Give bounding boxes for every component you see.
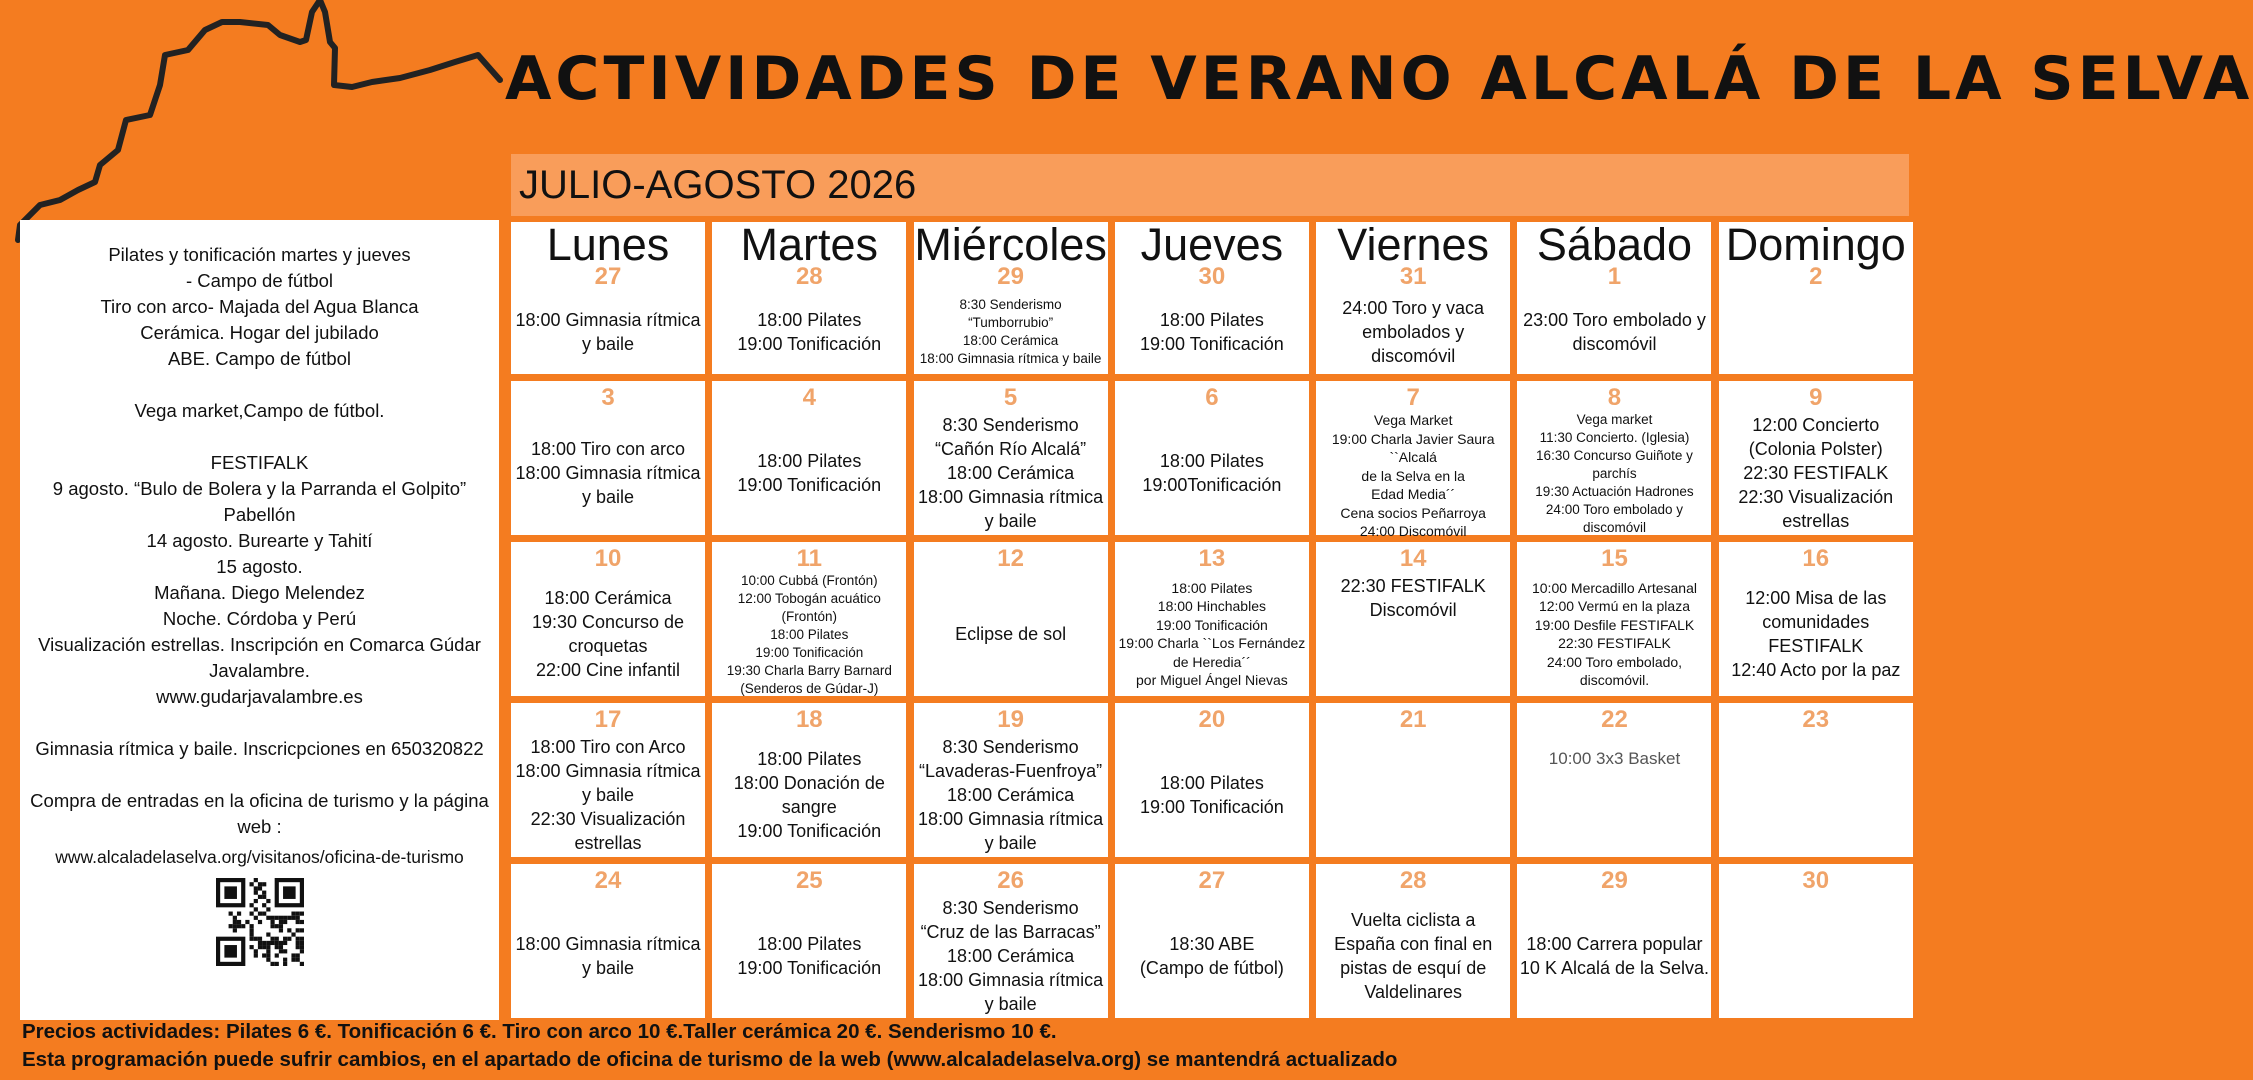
calendar-day-cell (1115, 864, 1309, 1018)
calendar-day-cell (712, 219, 906, 374)
day-number: 18 (795, 706, 823, 733)
day-events (511, 733, 705, 857)
calendar-day-cell (1517, 542, 1711, 696)
calendar-day-cell (511, 542, 705, 696)
sidebar-line: www.gudarjavalambre.es (156, 686, 363, 707)
day-number: 23 (1802, 706, 1830, 733)
day-number: 30 (1198, 263, 1226, 290)
sidebar-line: - Campo de fútbol (185, 270, 334, 291)
sidebar-paragraphs (28, 242, 491, 840)
event-line: 19:00 Tonificación (737, 334, 882, 354)
event-line: 18:00 Pilates (757, 934, 862, 954)
calendar-day-cell (914, 864, 1108, 1018)
day-events (914, 411, 1108, 535)
event-line: 18:00 Gimnasia rítmica y baile (515, 761, 701, 805)
day-number: 16 (1802, 545, 1830, 572)
sidebar-line: 15 agosto. (216, 556, 303, 577)
calendar-day-cell (511, 219, 705, 374)
event-line: 18:00 Tiro con Arco (530, 737, 686, 757)
event-line: 18:00 Pilates (757, 310, 862, 330)
sidebar-line: Pilates y tonificación martes y jueves (108, 244, 411, 265)
event-line: 19:00Tonificación (1142, 475, 1282, 495)
calendar-day-cell (1115, 542, 1309, 696)
calendar-day-cell (1517, 219, 1711, 374)
day-number: 3 (601, 384, 615, 411)
event-line: (Senderos de Gúdar-J) (740, 681, 879, 696)
tourism-url[interactable]: www.alcaladelaselva.org/visitanos/oficina-de-turismo (55, 847, 464, 867)
sidebar-line: Mañana. Diego Melendez (154, 582, 365, 603)
event-line: 19:00 Desfile FESTIFALK (1534, 616, 1695, 633)
day-events (1517, 411, 1711, 537)
event-line: 19:30 Charla Barry Barnard (726, 663, 892, 678)
day-events (1719, 411, 1913, 535)
qr-code-icon[interactable] (216, 878, 304, 966)
sidebar-line: Cerámica. Hogar del jubilado (140, 322, 379, 343)
event-line: 18:00 Gimnasia rítmica y baile (919, 351, 1102, 366)
event-line: 18:00 Cerámica (947, 463, 1075, 483)
day-number: 5 (1003, 384, 1018, 411)
day-events (1140, 411, 1283, 535)
sidebar-line: Vega market,Campo de fútbol. (134, 400, 385, 421)
event-line: 8:30 Senderismo (942, 737, 1079, 757)
day-number: 27 (594, 263, 622, 290)
calendar-day-cell (712, 542, 906, 696)
weekday-header: Domingo (1725, 219, 1906, 270)
day-events (1411, 733, 1415, 857)
event-line: Vuelta ciclista a España con final en pistas de esquí de Valdelinares (1334, 910, 1493, 1002)
calendar-day-cell (1316, 219, 1510, 374)
day-events (511, 894, 705, 1018)
calendar-day-cell (914, 703, 1108, 857)
event-line: 22:30 Visualización estrellas (530, 809, 686, 853)
day-number: 14 (1399, 545, 1427, 572)
event-line: 18:00 Pilates (1159, 310, 1264, 330)
day-number: 2 (1809, 263, 1823, 290)
event-line: Eclipse de sol (955, 624, 1067, 644)
day-number: 11 (796, 545, 822, 572)
info-sidebar (20, 220, 499, 1020)
day-number: 30 (1802, 867, 1830, 894)
day-events (1316, 411, 1510, 541)
event-line: 19:00 Charla ``Los Fernández de Heredia´´ (1118, 635, 1306, 670)
day-number: 28 (1399, 867, 1427, 894)
sidebar-paragraph (28, 736, 491, 762)
day-events (1517, 894, 1711, 1018)
footer-notice: Esta programación puede sufrir cambios, en el apartado de oficina de turismo de la web (www.alcaladelaselva.org) se mantendrá actualizado (22, 1048, 1398, 1071)
event-line: 19:00 Tonificación (755, 645, 864, 660)
event-line: 18:00 Gimnasia rítmica y baile (918, 970, 1104, 1014)
weekday-header: Lunes (546, 219, 670, 270)
event-line: “Cañón Río Alcalá” (935, 439, 1087, 459)
sidebar-line: FESTIFALK (210, 452, 309, 473)
event-line: de la Selva en la (1361, 467, 1465, 484)
event-line: 18:00 Tiro con arco (530, 439, 686, 459)
sidebar-line: Noche. Córdoba y Perú (162, 608, 357, 629)
event-line: 19:00 Tonificación (737, 821, 882, 841)
page-title: ACTIVIDADES DE VERANO ALCALÁ DE LA SELVA (505, 44, 2253, 114)
event-line: 19:00 Tonificación (1140, 334, 1284, 354)
sidebar-line: Compra de entradas en la oficina de turismo y la página web : (30, 790, 489, 837)
event-line: Vega market (1576, 412, 1653, 427)
event-line: 18:00 Pilates (770, 627, 849, 642)
day-number: 29 (997, 263, 1024, 290)
event-line: 12:00 Tobogán acuático (737, 591, 881, 606)
day-events (1814, 894, 1818, 1018)
calendar-day-cell (1517, 864, 1711, 1018)
day-number: 28 (795, 263, 823, 290)
day-number: 26 (997, 867, 1024, 894)
calendar-grid (511, 219, 1913, 1018)
day-events (1138, 290, 1286, 374)
event-line: 8:30 Senderismo (959, 297, 1062, 312)
event-line: 18:00 Gimnasia rítmica y baile (918, 809, 1104, 853)
day-number: 24 (594, 867, 622, 894)
day-events (511, 411, 705, 535)
event-line: 16:30 Concurso Guiñote y parchís (1536, 448, 1693, 481)
event-line: 12:00 Vermú en la plaza (1538, 598, 1690, 614)
page-subtitle: JULIO-AGOSTO 2026 (511, 154, 1909, 216)
day-number: 22 (1601, 706, 1628, 733)
sidebar-line: 14 agosto. Burearte y Tahití (146, 530, 373, 551)
calendar-day-cell (511, 864, 705, 1018)
calendar-day-cell (1517, 703, 1711, 857)
calendar-day-cell (1316, 542, 1510, 696)
calendar-day-cell (1115, 219, 1309, 374)
day-events (735, 894, 883, 1018)
day-number: 27 (1198, 867, 1226, 894)
day-number: 29 (1601, 867, 1628, 894)
calendar-day-cell (1115, 381, 1309, 535)
event-line: 12:00 Misa de las comunidades (1745, 588, 1887, 632)
day-events (1517, 572, 1711, 696)
day-events (918, 290, 1104, 374)
event-line: 12:00 Concierto (1752, 415, 1880, 435)
event-line: 22:30 FESTIFALK (1743, 463, 1889, 483)
sidebar-paragraph (28, 398, 491, 424)
event-line: 18:00 Cerámica (544, 588, 672, 608)
day-number: 21 (1399, 706, 1427, 733)
event-line: 19:00 Tonificación (737, 475, 882, 495)
day-number: 17 (594, 706, 622, 733)
day-events (1138, 733, 1286, 857)
event-line: 24:00 Toro y vaca embolados y discomóvil (1342, 298, 1485, 366)
calendar-day-cell (1316, 703, 1510, 857)
day-number: 7 (1406, 384, 1420, 411)
footer (22, 1018, 1902, 1074)
day-events (1814, 290, 1818, 374)
day-events (511, 290, 705, 374)
weekday-header: Jueves (1140, 219, 1284, 270)
event-line: Edad Media´´ (1371, 486, 1456, 502)
day-events (735, 411, 883, 535)
footer-prices: Precios actividades: Pilates 6 €. Tonificación 6 €. Tiro con arco 10 €.Taller cerámica 20 €. Senderismo 10 €. (22, 1020, 1057, 1043)
day-number: 9 (1809, 384, 1823, 411)
day-number: 31 (1399, 263, 1427, 290)
day-events (712, 733, 906, 857)
event-line: 18:00 Pilates (1159, 773, 1264, 793)
event-line: 10:00 Cubbá (Frontón) (741, 573, 878, 588)
event-line: 18:00 Donación de sangre (733, 773, 885, 817)
day-events (1547, 747, 1682, 857)
weekday-header: Miércoles (914, 219, 1107, 270)
event-line: 24:00 Toro embolado, discomóvil. (1546, 653, 1683, 688)
sidebar-paragraph (28, 242, 491, 372)
event-line: 24:00 Toro embolado y discomóvil (1545, 502, 1684, 535)
calendar-day-cell (712, 381, 906, 535)
calendar-day-cell (511, 381, 705, 535)
event-line: 24:00 Discomóvil (1359, 523, 1467, 539)
event-line: 18:00 Pilates (757, 451, 862, 471)
event-line: 19:00 Tonificación (1140, 797, 1284, 817)
event-line: por Miguel Ángel Nievas (1136, 672, 1288, 688)
calendar-day-cell (914, 219, 1108, 374)
calendar-day-cell (1719, 381, 1913, 535)
event-line: 18:00 Gimnasia rítmica y baile (515, 310, 701, 354)
event-line: 10:00 3x3 Basket (1548, 749, 1681, 768)
day-number: 6 (1205, 384, 1219, 411)
calendar-day-cell (1316, 381, 1510, 539)
event-line: 19:00 Tonificación (1155, 616, 1268, 633)
event-line: “Tumborrubio” (968, 315, 1054, 330)
day-events (953, 572, 1068, 696)
event-line: 22:00 Cine infantil (535, 660, 681, 680)
event-line: Cena socios Peñarroya (1340, 504, 1486, 521)
event-line: 10:00 Mercadillo Artesanal (1531, 579, 1697, 596)
calendar-day-cell (1517, 381, 1711, 535)
day-events (1339, 574, 1488, 696)
day-events (914, 733, 1108, 857)
event-line: 18:00 Gimnasia rítmica y baile (918, 487, 1104, 531)
event-line: FESTIFALK (1768, 636, 1864, 656)
sidebar-line: Tiro con arco- Majada del Agua Blanca (100, 296, 419, 317)
sidebar-line: 9 agosto. “Bulo de Bolera y la Parranda el Golpito” Pabellón (52, 478, 467, 525)
day-number: 10 (594, 545, 622, 572)
calendar-day-cell (914, 381, 1108, 535)
day-number: 15 (1601, 545, 1628, 572)
event-line: 22:30 FESTIFALK (1340, 576, 1486, 596)
weekday-header: Viernes (1337, 219, 1490, 270)
event-line: 18:00 Pilates (757, 749, 862, 769)
castle-skyline-icon (0, 0, 520, 245)
event-line: 18:00 Gimnasia rítmica y baile (515, 463, 701, 507)
event-line: 18:00 Cerámica (947, 946, 1075, 966)
day-events (1115, 572, 1309, 696)
day-events (1517, 290, 1711, 374)
calendar-day-cell (511, 703, 705, 857)
day-number: 13 (1198, 545, 1226, 572)
calendar-day-cell (1719, 219, 1913, 374)
calendar-day-cell (1719, 542, 1913, 696)
day-events (725, 572, 894, 698)
event-line: “Cruz de las Barracas” (920, 922, 1101, 942)
day-events (1316, 894, 1510, 1018)
sidebar-paragraph (28, 788, 491, 840)
event-line: 22:30 Visualización estrellas (1738, 487, 1894, 531)
event-line: 19:00 Charla Javier Saura ``Alcalá (1331, 430, 1495, 465)
event-line: 12:40 Acto por la paz (1731, 660, 1901, 680)
calendar-day-cell (1719, 864, 1913, 1018)
weekday-header: Sábado (1536, 219, 1693, 270)
event-line: 23:00 Toro embolado y discomóvil (1523, 310, 1706, 354)
event-line: 18:00 Hinchables (1157, 598, 1266, 614)
calendar-day-cell (712, 864, 906, 1018)
day-number: 4 (802, 384, 816, 411)
event-line: 18:00 Cerámica (962, 333, 1059, 348)
day-events (1719, 572, 1913, 696)
day-events (1316, 290, 1510, 374)
event-line: 8:30 Senderismo (942, 415, 1079, 435)
event-line: 19:30 Concurso de croquetas (531, 612, 685, 656)
sidebar-line: Visualización estrellas. Inscripción en Comarca Gúdar Javalambre. (38, 634, 481, 681)
sidebar-line: ABE. Campo de fútbol (167, 348, 352, 369)
day-number: 12 (997, 545, 1024, 572)
day-number: 20 (1198, 706, 1226, 733)
day-events (735, 290, 883, 374)
event-line: Vega Market (1373, 412, 1453, 428)
sidebar-paragraph (28, 450, 491, 710)
day-number: 25 (795, 867, 823, 894)
event-line: 18:30 ABE (1169, 934, 1255, 954)
calendar-day-cell (712, 703, 906, 857)
event-line: 8:30 Senderismo (942, 898, 1079, 918)
event-line: Discomóvil (1369, 600, 1457, 620)
event-line: (Frontón) (781, 609, 838, 624)
event-line: (Campo de fútbol) (1139, 958, 1284, 978)
event-line: 18:00 Gimnasia rítmica y baile (515, 934, 701, 978)
event-line: 18:00 Pilates (1171, 579, 1253, 596)
calendar-day-cell (1316, 864, 1510, 1018)
day-events (1814, 733, 1818, 857)
event-line: 18:00 Carrera popular 10 K Alcalá de la Selva. (1519, 934, 1710, 978)
day-number: 8 (1607, 384, 1622, 411)
event-line: 19:00 Tonificación (737, 958, 882, 978)
event-line: 22:30 FESTIFALK (1558, 635, 1671, 651)
weekday-header: Martes (740, 219, 879, 270)
event-line: 11:30 Concierto. (Iglesia) (1539, 430, 1690, 445)
day-events (1138, 894, 1286, 1018)
event-line: 18:00 Pilates (1159, 451, 1264, 471)
calendar-day-cell (914, 542, 1108, 696)
event-line: (Colonia Polster) (1748, 439, 1883, 459)
day-number: 1 (1607, 263, 1622, 290)
event-line: 18:00 Cerámica (947, 785, 1075, 805)
day-events (914, 894, 1108, 1018)
day-number: 19 (997, 706, 1024, 733)
event-line: 19:30 Actuación Hadrones (1535, 484, 1694, 499)
sidebar-line: Gimnasia rítmica y baile. Inscricpciones en 650320822 (35, 738, 484, 759)
calendar-day-cell (1719, 703, 1913, 857)
calendar-day-cell (1115, 703, 1309, 857)
event-line: “Lavaderas-Fuenfroya” (919, 761, 1103, 781)
day-events (511, 572, 705, 696)
